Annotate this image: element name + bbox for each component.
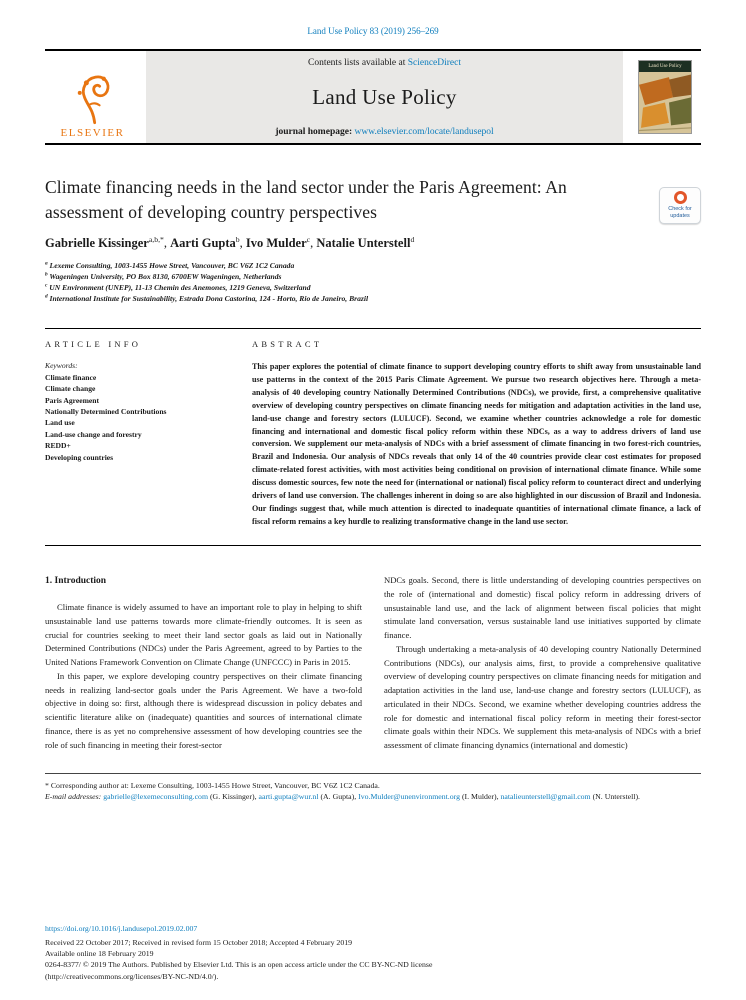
journal-citation: Land Use Policy 83 (2019) 256–269 xyxy=(307,26,439,36)
contents-prefix: Contents lists available at xyxy=(307,58,408,68)
email-link[interactable]: Ivo.Mulder@unenvironment.org xyxy=(358,792,461,802)
keyword: Nationally Determined Contributions xyxy=(45,407,167,417)
header-center-panel xyxy=(146,51,623,143)
article-title: Climate financing needs in the land sector under the Paris Agreement: An assessment of developing country perspectives xyxy=(45,177,567,222)
affiliation: $^b$ Wageningen University, PO Box 8130, 6700EW Wageningen, Netherlands xyxy=(45,271,282,281)
article-info-abstract-section xyxy=(45,328,701,546)
keyword: Climate finance xyxy=(45,372,97,382)
available-online: Available online 18 February 2019 xyxy=(45,949,154,959)
article-info-column xyxy=(45,339,230,529)
keyword: Climate change xyxy=(45,384,96,394)
abstract-text: This paper explores the potential of climate finance to support developing country efforts to shift away from unsustainable land use patterns in the context of the 2015 Paris Climate Agreement. We pursue two research objectives here. Through a meta-analysis of 40 developing country Nationally Determined Contributions (NDCs), we provide, first, a comprehensive qualitative overview of developing country perspectives on climate financing needs for mitigation and adaptation activities in the land use, land-use change and forestry sectors (LULUCF). Second, we examine whether countries acknowledge a role for domestic financing and international and domestic fiscal policy reform within these NDCs, as a way to address drivers of land use conversion. We supplement our meta-analysis of NDCs with a brief assessment of climate financing in two forest-rich countries, Brazil and Indonesia. Our analysis of NDCs reveals that only 14 of the 40 countries provide clear cost estimates for proposed climate-related forest activities, with most activities being conditional on provision of international climate finance. While some discuss domestic sources, few note the need for (international or national) fiscal policy reform to counteract direct and underlying drivers of land use conversion. The challenges inherent in doing so are also highlighted in our discussion of Brazil and Indonesia. Our findings suggest that, while much attention is directed to inadequate quantities of international climate finance, a lack of fiscal reform remains a key hurdle to realizing transformative change in the land use sector. xyxy=(252,361,701,527)
email-attribution: (G. Kissinger), xyxy=(208,792,259,802)
author: Gabrielle Kissinger$^{a,b,*}$, xyxy=(45,234,171,250)
license-url: (http://creativecommons.org/licenses/BY-NC-ND/4.0/). xyxy=(45,971,219,981)
cover-title: Land Use Policy xyxy=(639,61,691,72)
email-attribution: (N. Unterstell). xyxy=(590,792,640,802)
article-body xyxy=(45,574,701,803)
elsevier-tree-icon xyxy=(67,68,119,126)
abstract-heading: ABSTRACT xyxy=(252,338,323,349)
copyright-line: 0264-8377/ © 2019 The Authors. Published by Elsevier Ltd. This is an open access article under the CC BY-NC-ND license xyxy=(45,960,433,970)
email-link[interactable]: natalieunterstell@gmail.com xyxy=(500,792,591,802)
keyword: Land use xyxy=(45,418,75,428)
journal-header xyxy=(45,49,701,145)
journal-cover-thumbnail xyxy=(638,60,692,134)
email-attribution: (I. Mulder), xyxy=(460,792,501,802)
keyword: Paris Agreement xyxy=(45,395,100,405)
footnotes xyxy=(45,774,701,803)
sciencedirect-link[interactable]: ScienceDirect xyxy=(407,58,461,68)
body-paragraph: Through undertaking a meta-analysis of 40 developing country Nationally Determined Contributions (NDCs), our analysis aims, first, to provide a comprehensive qualitative overview of developing country perspectives on climate financing needs for mitigation and adaptation activities in the land use, land-use change and forestry sectors (LULUCF), as articulated in their NDCs. Second, we examine whether developing countries address the role for domestic and international fiscal policy reform in meeting their forest-sector climate goals within their NDCs. We supplement this meta-analysis of NDCs with a brief assessment of climate financing dynamics (international and domestic) xyxy=(384,643,701,751)
keyword: Developing countries xyxy=(45,452,114,462)
crossmark-icon xyxy=(674,191,687,204)
elsevier-logo xyxy=(45,51,140,143)
check-updates-badge[interactable] xyxy=(659,187,701,224)
affiliation: $^a$ Lexeme Consulting, 1003-1455 Howe Street, Vancouver, BC V6Z 1C2 Canada xyxy=(45,260,295,270)
homepage-line xyxy=(154,127,615,137)
body-column-left xyxy=(45,574,362,753)
keyword: Land-use change and forestry xyxy=(45,429,142,439)
author: Aarti Gupta$^b$, xyxy=(170,234,246,250)
keyword: REDD+ xyxy=(45,441,71,451)
homepage-label: journal homepage: xyxy=(275,127,355,137)
journal-cover xyxy=(629,51,701,143)
affiliation: $^d$ International Institute for Sustainability, Estrada Dona Castorina, 124 - Horto, Rio de Janeiro, Brazil xyxy=(45,293,369,303)
email-attribution: (A. Gupta), xyxy=(318,792,359,802)
keywords-label: Keywords: xyxy=(45,360,78,370)
author: Ivo Mulder$^c$, xyxy=(245,234,317,250)
article-info-heading: ARTICLE INFO xyxy=(45,338,142,349)
article-footer xyxy=(45,923,701,982)
email-label: E-mail addresses: xyxy=(45,792,104,802)
email-link[interactable]: gabrielle@lexemeconsulting.com xyxy=(103,792,209,802)
email-link[interactable]: aarti.gupta@wur.nl xyxy=(258,792,319,802)
corresponding-author-note: * Corresponding author at: Lexeme Consulting, 1003-1455 Howe Street, Vancouver, BC V6Z 1C2 Canada. xyxy=(45,780,380,790)
cover-art xyxy=(639,72,691,133)
doi-link[interactable]: https://doi.org/10.1016/j.landusepol.2019.02.007 xyxy=(45,923,198,933)
body-paragraph: In this paper, we explore developing country perspectives on their climate financing needs in realizing land-sector goals under the Paris Agreement. We have a two-fold objective in doing so: first, although there is widespread discussion in policy debates and scientific literature alike on (inadequate) quantities and sources of international climate finance, there is as yet no comprehensive assessment of how developing countries see the role of such financing in meeting their forest-sector xyxy=(45,670,362,750)
abstract-column xyxy=(252,339,701,529)
homepage-link[interactable]: www.elsevier.com/locate/landusepol xyxy=(354,127,494,137)
author-list xyxy=(45,235,701,251)
affiliation-list xyxy=(45,260,701,304)
section-heading-introduction: 1. Introduction xyxy=(45,576,107,587)
email-addresses-line xyxy=(45,791,701,803)
body-paragraph: NDCs goals. Second, there is little understanding of developing countries perspectives on the role of (international and domestic) fiscal policy reform in addressing drivers of unsustainable land use, and the lack of alignment between fiscal policies that might stimulate land conversation, versus sustainable land use initiatives supported by climate finance. xyxy=(384,575,701,641)
received-dates: Received 22 October 2017; Received in revised form 15 October 2018; Accepted 4 February 2019 xyxy=(45,937,353,947)
journal-title: Land Use Policy xyxy=(312,85,457,109)
contents-line xyxy=(154,58,615,68)
body-column-right xyxy=(384,574,701,753)
title-block xyxy=(45,175,701,225)
author: Natalie Unterstell$^d$ xyxy=(316,234,415,250)
affiliation: $^c$ UN Environment (UNEP), 11-13 Chemin des Anemones, 1219 Geneva, Switzerland xyxy=(45,282,311,292)
check-updates-label: Check for updates xyxy=(668,206,692,219)
body-paragraph: Climate finance is widely assumed to have an important role to play in helping to shift unsustainable land use patterns towards more climate-friendly outcomes. It is seen as crucial for countries seeking to meet their land sector goals as laid out in Nationally Determined Contributions (NDCs) under the Paris Agreement, agreed to by Parties to the United Nations Framework Convention on Climate Change (UNFCCC) in Paris in 2015. xyxy=(45,602,362,668)
elsevier-wordmark: ELSEVIER xyxy=(60,127,125,139)
